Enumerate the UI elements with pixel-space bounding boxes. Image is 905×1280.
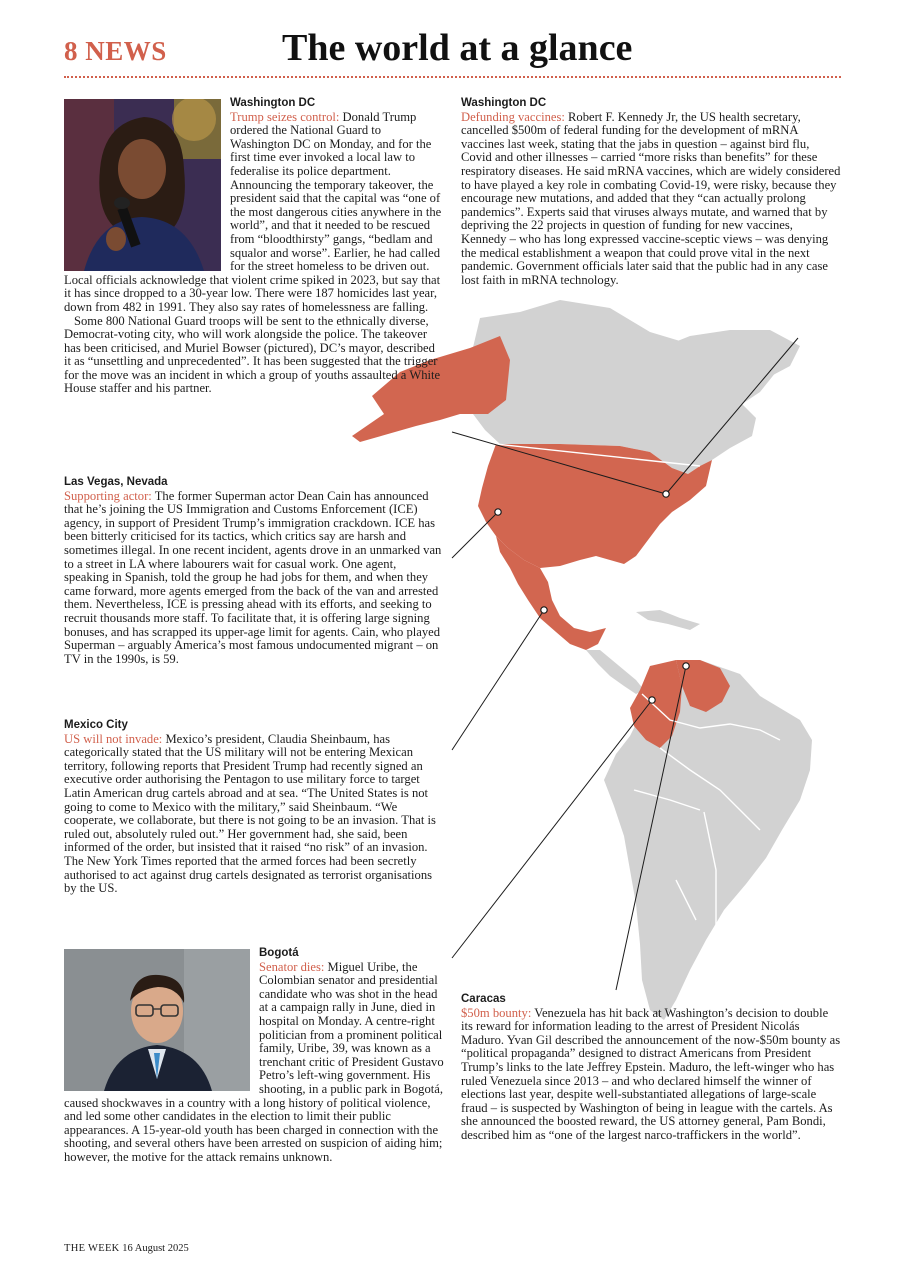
story-place: Bogotá xyxy=(259,947,299,959)
story-kicker: Trump seizes control: xyxy=(230,109,340,124)
dot-mexico-city xyxy=(541,607,547,613)
story-place: Caracas xyxy=(461,993,506,1005)
story-body: Donald Trump ordered the National Guard to Washington DC on Monday, and for the first time ever invoked a local law to federalise its police department. Announcing the temporary takeover, the president said that the capital was “one of the most dangerous cities anywhere in the world”, and that it needed to be rescued from “bloodthirsty” gangs, “bedlam and squalor and worse”. Earlier, he had called for the street homeless to be driven out. Local officials acknowledge that violent crime spiked in 2023, but say that it has since dropped to a 30-year low. There were 187 homicides last year, down from 482 in 1991. They also say rates of homelessness are falling. xyxy=(64,109,442,314)
story-washington-vaccines xyxy=(461,97,841,287)
story-mexico-city xyxy=(64,719,436,896)
story-body: Venezuela has hit back at Washington’s decision to double its reward for information leading to the arrest of President Nicolás Maduro. Yvan Gil described the announcement of the now-$50m bounty as “political propaganda” designed to distract Americans from President Trump’s links to the late Jeffrey Epstein. Maduro, the left-winger who has ruled Venezuela since 2013 – and who declared himself the winner of elections last year, despite well-substantiated allegations of large-scale fraud – is suspected by Washington of being in league with the cartels. As she announced the boosted reward, the US attorney general, Pam Bondi, described him as “one of the largest narco-traffickers in the world”. xyxy=(461,1005,841,1142)
story-body: Miguel Uribe, the Colombian senator and presidential candidate who was shot in the head at a campaign rally in June, died in hospital on Monday. A centre-right politician from a prominent political family, Uribe, 39, was known as a trenchant critic of President Gustavo Petro’s left-wing government. His shooting, in a public park in Bogotá, caused shockwaves in a country with a long history of political violence, and led some other candidates in the election to limit their public appearances. A 15-year-old youth has been charged in connection with the shooting, and several others have been arrested on suspicion of aiding him; however, the motive for the attack remains unknown. xyxy=(64,959,444,1164)
story-place: Washington DC xyxy=(461,97,547,109)
story-place: Mexico City xyxy=(64,719,128,731)
story-place: Washington DC xyxy=(230,97,316,109)
story-caracas xyxy=(461,993,841,1143)
dot-bogota xyxy=(649,697,655,703)
photo-miguel-uribe xyxy=(64,949,250,1091)
story-kicker: $50m bounty: xyxy=(461,1005,532,1020)
footer-publication: THE WEEK xyxy=(64,1243,120,1254)
section-label: 8 NEWS xyxy=(64,36,167,66)
dot-caracas xyxy=(683,663,689,669)
story-kicker: Senator dies: xyxy=(259,959,325,974)
story-place: Las Vegas, Nevada xyxy=(64,476,168,488)
photo-muriel-bowser xyxy=(64,99,221,271)
map-caribbean xyxy=(636,610,700,630)
page-title: The world at a glance xyxy=(282,27,633,69)
story-kicker: Supporting actor: xyxy=(64,488,152,503)
dot-las-vegas xyxy=(495,509,501,515)
story-body: Mexico’s president, Claudia Sheinbaum, has categorically stated that the US military will not be entering Mexican territory, following reports that President Trump had recently signed an executive order authorising the Pentagon to use military force to target Latin American drug cartels abroad and at sea. “The United States is not going to come to Mexico with the military,” said Sheinbaum. “We cooperate, we collaborate, but there is not going to be an invasion. That is ruled out, absolutely ruled out.” Her government had, she said, been informed of the order, but insisted that it raised “no risk” of an invasion. The New York Times reported that the armed forces had been secretly authorised to act against drug cartels designated as terrorist organisations by the US. xyxy=(64,731,436,896)
story-washington-trump xyxy=(64,97,442,396)
story-body: Robert F. Kennedy Jr, the US health secretary, cancelled $500m of federal funding for the development of mRNA vaccines last week, stating that the jabs in question – against bird flu, Covid and other illnesses – carried “more risks than benefits” for these respiratory diseases. He said mRNA vaccines, which are widely considered to have played a key role in combating Covid-19, were risky, because they encourage new mutations, and added that they “can actually prolong pandemics”. Experts said that viruses always mutate, and warned that by depriving the 22 projects in question of funding for new vaccines, Kennedy – who has long expressed vaccine-sceptic views – was denying the medical establishment a weapon that could prove vital in the next pandemic. Government officials later said that the public had in any case lost faith in mRNA technology. xyxy=(461,109,841,287)
footer-date: 16 August 2025 xyxy=(122,1243,189,1254)
dot-washington xyxy=(663,491,669,497)
page-footer xyxy=(64,1243,189,1254)
story-bogota xyxy=(64,947,444,1165)
map-central-america xyxy=(586,650,644,694)
story-kicker: Defunding vaccines: xyxy=(461,109,565,124)
story-body-2: Some 800 National Guard troops will be sent to the ethnically diverse, Democrat-voting city, who will work alongside the police. The takeover has been criticised, and Muriel Bowser (pictured), DC’s mayor, described it as “unsettling and unprecedented”. It has been suggested that the trigger for the move was an incident in which a group of youths assaulted a White House staffer and his partner. xyxy=(64,313,441,396)
story-las-vegas xyxy=(64,476,444,666)
story-kicker: US will not invade: xyxy=(64,731,163,746)
story-body: The former Superman actor Dean Cain has announced that he’s joining the US Immigration and Customs Enforcement (ICE) agency, in support of President Trump’s immigration crackdown. ICE has been bitterly criticised for its tactics, which critics say are harsh and sometimes illegal. In one recent incident, agents drove in an unmarked van to a street in LA where labourers wait for casual work. One agent, speaking in Spanish, told the group he had jobs for them, and when they came forward, more agents emerged from the back of the van and arrested them. Nevertheless, ICE is pressing ahead with its efforts, and seeking to recruit thousands more staff. To facilitate that, it is offering large signing bonuses, and has scrapped its upper-age limit for agents. Cain, who played Superman – arguably America’s most famous undocumented migrant – on TV in the 1990s, is 59. xyxy=(64,488,442,666)
